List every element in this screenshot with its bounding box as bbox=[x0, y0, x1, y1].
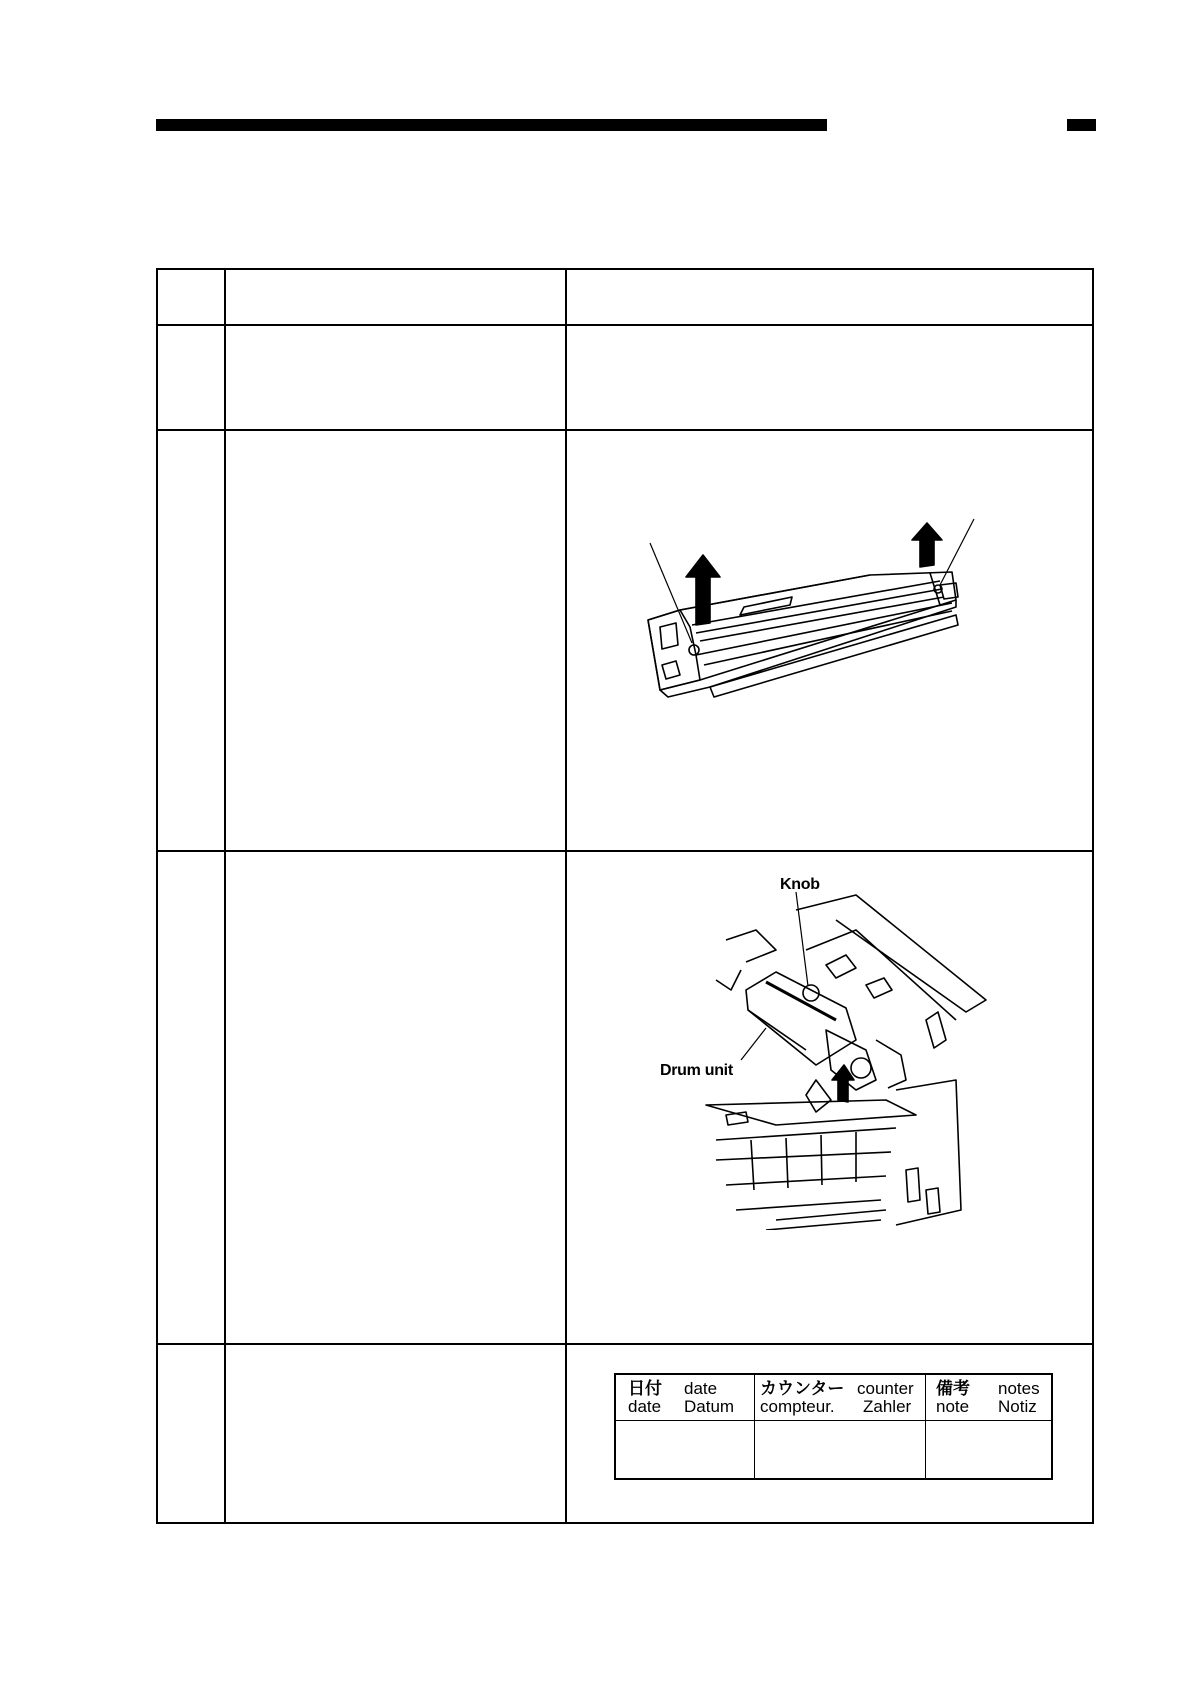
step-illustration-cell bbox=[567, 270, 1092, 324]
notes-entry-cell bbox=[926, 1420, 1051, 1478]
counter-column-header bbox=[755, 1375, 926, 1420]
step-number-cell bbox=[158, 1345, 226, 1522]
step-description-cell bbox=[226, 431, 567, 850]
log-table-header bbox=[616, 1375, 1051, 1421]
step-number-cell bbox=[158, 431, 226, 850]
step-description-cell bbox=[226, 1345, 567, 1522]
date-header-en: date bbox=[684, 1379, 718, 1398]
step-description-cell bbox=[226, 270, 567, 324]
drum-unit-removal-illustration bbox=[656, 876, 996, 1230]
notes-header-en: notes bbox=[998, 1379, 1040, 1398]
date-header-fr: date bbox=[628, 1397, 662, 1416]
counter-header-en: counter bbox=[857, 1379, 914, 1398]
counter-header-de: Zahler bbox=[863, 1397, 912, 1416]
date-column-header bbox=[616, 1375, 755, 1420]
date-entry-cell bbox=[616, 1420, 755, 1478]
knob-label: Knob bbox=[780, 876, 820, 893]
step-illustration-cell bbox=[567, 326, 1092, 429]
step-description-cell bbox=[226, 326, 567, 429]
step-description-cell bbox=[226, 852, 567, 1343]
header-page-mark bbox=[1067, 119, 1096, 131]
notes-header-de: Notiz bbox=[998, 1397, 1037, 1416]
notes-header-jp: 備考 bbox=[936, 1379, 970, 1399]
table-row bbox=[158, 326, 1092, 431]
table-header-row bbox=[158, 270, 1092, 326]
step-number-cell bbox=[158, 326, 226, 429]
notes-column-header bbox=[926, 1375, 1051, 1420]
date-header-jp: 日付 bbox=[628, 1379, 662, 1399]
notes-header-fr: note bbox=[936, 1397, 970, 1416]
counter-header-jp: カウンター bbox=[760, 1379, 845, 1399]
counter-header-fr: compteur. bbox=[760, 1397, 835, 1416]
step-number-cell bbox=[158, 852, 226, 1343]
drum-unit-label: Drum unit bbox=[660, 1062, 733, 1079]
step-number-cell bbox=[158, 270, 226, 324]
date-header-de: Datum bbox=[684, 1397, 735, 1416]
header-rule bbox=[156, 119, 827, 131]
drum-cartridge-illustration bbox=[640, 515, 990, 725]
maintenance-log-table bbox=[614, 1373, 1053, 1480]
counter-entry-cell bbox=[755, 1420, 926, 1478]
